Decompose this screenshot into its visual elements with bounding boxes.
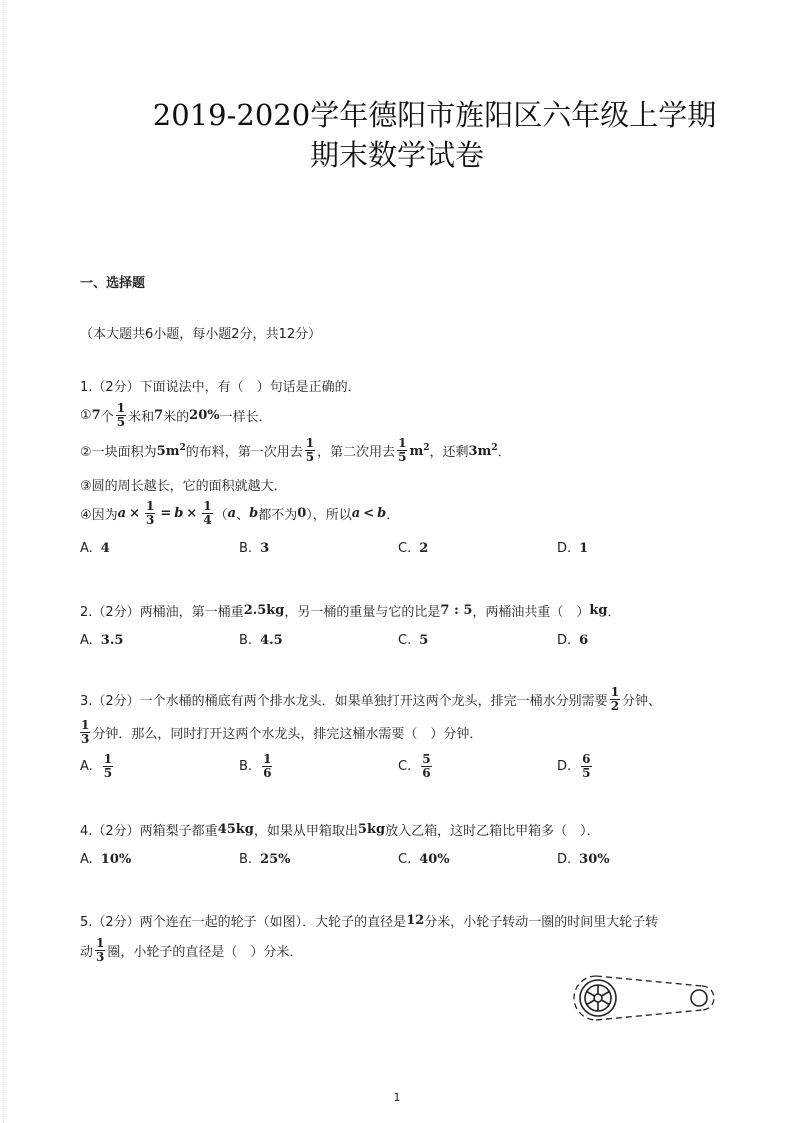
q1-s4-fraction-1-num: 1 [146, 499, 155, 513]
q5-fraction-num: 1 [96, 936, 105, 950]
q3-option-c-fraction [421, 753, 431, 780]
q1-s4-zero: 0 [297, 506, 307, 521]
q1-stem: 1.（2分）下面说法中，有（ ）句话是正确的． [80, 380, 361, 395]
q5-stem-line-1 [80, 911, 658, 930]
q2-option-b-value: 4.5 [260, 633, 283, 648]
q2-option-a[interactable] [80, 633, 123, 648]
q1-s4-var-a-2: a [227, 506, 237, 521]
q3-option-d-label: D. [557, 759, 572, 774]
q2-option-a-label: A. [80, 633, 93, 648]
large-wheel [580, 980, 616, 1016]
q3-option-a-fraction [103, 753, 113, 780]
q5-e: 圈，小轮子的直径是（ ）分米． [107, 945, 303, 960]
q3-fraction-2-num: 1 [81, 718, 90, 732]
q2-option-b[interactable] [239, 633, 283, 648]
q3-option-a-label: A. [80, 759, 93, 774]
q3-option-d-den: 5 [582, 766, 591, 780]
q4-option-b[interactable] [239, 852, 291, 867]
q3-stem-line-2 [80, 719, 482, 746]
q1-s4-var-b: b [174, 506, 184, 521]
q3-option-d[interactable] [557, 753, 594, 780]
q1-s4-less-than: < [363, 506, 375, 521]
q1-s1-fraction [116, 402, 126, 429]
q1-option-c-label: C. [398, 541, 412, 556]
q5-fraction-den: 3 [96, 950, 105, 964]
belt [574, 976, 714, 1020]
q3-fraction-1 [610, 686, 620, 713]
q1-s2-area-value: 5m [156, 443, 180, 459]
q1-s4-times-1: × [129, 506, 140, 521]
q1-s2-c: 的布料，第一次用去 [185, 445, 303, 460]
q5-stem-line-2 [80, 937, 302, 964]
q2-option-d-value: 6 [579, 633, 589, 648]
large-wheel-hub [594, 994, 602, 1002]
q3-option-c[interactable] [398, 753, 434, 780]
q2-a: 2.（2分）两桶油，第一桶重 [80, 605, 244, 620]
q3-fraction-1-den: 2 [610, 699, 620, 713]
paper-title-line-1: 2019-2020学年德阳市旌阳区六年级上学期 [152, 98, 717, 132]
q1-s2-fraction-1-num: 1 [305, 436, 315, 450]
q1-s4-times-2: × [186, 506, 198, 521]
q3-option-a[interactable] [80, 753, 115, 780]
q4-option-c-label: C. [398, 852, 412, 867]
q1-option-b-value: 3 [260, 541, 270, 556]
q2-f: kg [589, 603, 608, 618]
q1-s4-c: 、 [236, 508, 250, 523]
q3-option-c-num: 5 [422, 752, 431, 766]
q1-option-d[interactable] [557, 541, 588, 556]
q2-option-d[interactable] [557, 633, 588, 648]
q1-s2-area [157, 443, 186, 459]
q4-stem [80, 820, 600, 839]
page-number: 1 [393, 1091, 401, 1104]
q1-s2-fraction-1 [305, 437, 315, 464]
q2-g: ． [607, 605, 621, 620]
q1-s2-fraction-2-den: 5 [398, 450, 407, 464]
q3-option-b[interactable] [239, 753, 274, 780]
q1-option-a-value: 4 [100, 541, 110, 556]
q1-s2-remain [469, 443, 498, 459]
q1-s4-fraction-2-den: 4 [203, 513, 212, 527]
q2-option-c[interactable] [398, 633, 428, 648]
q1-option-d-label: D. [557, 541, 572, 556]
section-heading: 一、选择题 [80, 276, 146, 291]
q5-b: 12 [406, 913, 425, 928]
q2-option-c-value: 5 [419, 633, 429, 648]
q1-statement-4 [80, 500, 399, 527]
belt-top [596, 976, 702, 986]
q3-fraction-2-den: 3 [81, 732, 90, 746]
q1-s1-c: 个 [100, 410, 114, 425]
small-wheel [691, 990, 707, 1006]
q1-s2-unit [409, 443, 429, 459]
q2-option-a-value: 3.5 [100, 633, 124, 648]
q3-option-b-den: 6 [263, 766, 272, 780]
q3-option-a-den: 5 [103, 766, 113, 780]
q4-option-d-label: D. [557, 852, 572, 867]
q1-option-b[interactable] [239, 541, 269, 556]
q4-b: 45kg [217, 822, 254, 837]
q1-s2-h: ． [497, 445, 511, 460]
paper-title-line-2: 期末数学试卷 [309, 138, 484, 172]
q4-option-d-value: 30% [579, 852, 610, 867]
q3-option-b-fraction [262, 753, 272, 780]
two-wheels-figure [570, 968, 720, 1028]
q1-s1-h: 一样长． [219, 410, 272, 425]
q1-s1-b: 7 [91, 408, 101, 423]
belt-bottom [596, 1010, 702, 1020]
q1-s4-fraction-2-num: 1 [203, 499, 212, 513]
section-note: （本大题共6小题，每小题2分，共12分） [80, 327, 322, 342]
q1-option-b-label: B. [239, 541, 253, 556]
q4-option-b-value: 25% [260, 852, 291, 867]
q2-option-b-label: B. [239, 633, 253, 648]
q1-s1-g: 20% [189, 408, 220, 423]
q3-option-c-label: C. [398, 759, 412, 774]
q3-option-d-fraction [581, 753, 591, 780]
q4-option-b-label: B. [239, 852, 253, 867]
q2-option-c-label: C. [398, 633, 412, 648]
q1-s2-remain-value: 3m [468, 443, 492, 459]
q1-s4-d: 都不为 [258, 508, 298, 523]
q3-option-c-den: 6 [422, 766, 431, 780]
q3-c: 分钟．那么，同时打开这两个水龙头，排完这桶水需要（ ）分钟． [92, 727, 483, 742]
q3-option-a-num: 1 [103, 752, 113, 766]
q2-stem [80, 601, 621, 620]
q4-option-a-value: 10% [100, 852, 132, 867]
q1-s4-var-b-3: b [377, 506, 387, 521]
q1-option-a-label: A. [80, 541, 93, 556]
q1-s4-var-a-3: a [351, 506, 361, 521]
q1-s4-var-a: a [117, 506, 127, 521]
q2-d: 7 : 5 [440, 603, 473, 618]
q1-statement-1 [80, 402, 272, 429]
q3-fraction-1-num: 1 [610, 685, 620, 699]
q3-fraction-2 [80, 719, 90, 746]
q1-s2-remain-exp: 2 [491, 442, 498, 453]
q5-c: 分米，小轮子转动一圈的时间里大轮子转 [424, 915, 659, 930]
q1-s1-a: ① [80, 408, 92, 423]
q3-option-b-label: B. [239, 759, 253, 774]
q4-option-d[interactable] [557, 852, 610, 867]
q1-s4-b: （ [214, 508, 228, 523]
q1-s2-unit-exp: 2 [423, 442, 430, 453]
q1-s4-f: ． [386, 508, 400, 523]
q1-s4-fraction-2 [202, 500, 212, 527]
q5-d: 动 [80, 945, 94, 960]
q1-s2-unit-value: m [409, 443, 424, 459]
q4-a: 4.（2分）两箱梨子都重 [80, 824, 218, 839]
q1-option-a[interactable] [80, 541, 110, 556]
q1-s1-d: 米和 [128, 410, 155, 425]
q1-statement-3: ③圆的周长越长，它的面积就越大． [80, 479, 287, 494]
q4-e: 放入乙箱，这时乙箱比甲箱多（ ）． [385, 824, 600, 839]
q1-s1-fraction-den: 5 [116, 415, 126, 429]
q1-option-c-value: 2 [419, 541, 429, 556]
q1-s2-d: ，第二次用去 [317, 445, 396, 460]
belt-small-arc [702, 986, 714, 1010]
q4-d: 5kg [357, 822, 386, 837]
q1-s4-equals: = [160, 506, 172, 521]
small-wheel-rim [691, 990, 707, 1006]
q2-b: 2.5kg [243, 603, 285, 618]
q4-c: ，如果从甲箱取出 [253, 824, 358, 839]
q3-option-d-num: 6 [582, 752, 591, 766]
q1-s2-fraction-2 [397, 437, 407, 464]
q1-s2-area-exp: 2 [179, 442, 186, 453]
q4-option-a-label: A. [80, 852, 93, 867]
q5-a: 5.（2分）两个连在一起的轮子（如图）．大轮子的直径是 [80, 915, 407, 930]
q3-stem-line-1 [80, 686, 661, 713]
q4-option-a[interactable] [80, 852, 131, 867]
q1-s4-a: ④因为 [80, 508, 118, 523]
q1-s2-fraction-2-num: 1 [398, 436, 407, 450]
q4-option-c[interactable] [398, 852, 450, 867]
q1-option-c[interactable] [398, 541, 428, 556]
q1-s2-fraction-1-den: 5 [305, 450, 315, 464]
q2-option-d-label: D. [557, 633, 572, 648]
q1-s1-f: 米的 [163, 410, 190, 425]
q3-a: 3.（2分）一个水桶的桶底有两个排水龙头．如果单独打开这两个龙头，排完一桶水分别需要 [80, 694, 608, 709]
q1-s4-fraction-1 [145, 500, 155, 527]
q1-s1-fraction-num: 1 [116, 401, 126, 415]
q2-c: ，另一桶的重量与它的比是 [284, 605, 441, 620]
q1-s1-e: 7 [154, 408, 164, 423]
q1-s4-var-b-2: b [249, 506, 259, 521]
q3-option-b-num: 1 [263, 752, 272, 766]
q3-b: 分钟、 [622, 694, 662, 709]
q4-option-c-value: 40% [419, 852, 450, 867]
q1-s4-e: ），所以 [306, 508, 352, 523]
q1-statement-2 [80, 437, 511, 464]
q2-e: ，两桶油共重（ ） [472, 605, 590, 620]
q1-s2-a: ②一块面积为 [80, 445, 157, 460]
q1-option-d-value: 1 [579, 541, 589, 556]
q5-fraction [95, 937, 105, 964]
q1-s2-f: ，还剩 [429, 445, 469, 460]
q1-s4-fraction-1-den: 3 [146, 513, 155, 527]
